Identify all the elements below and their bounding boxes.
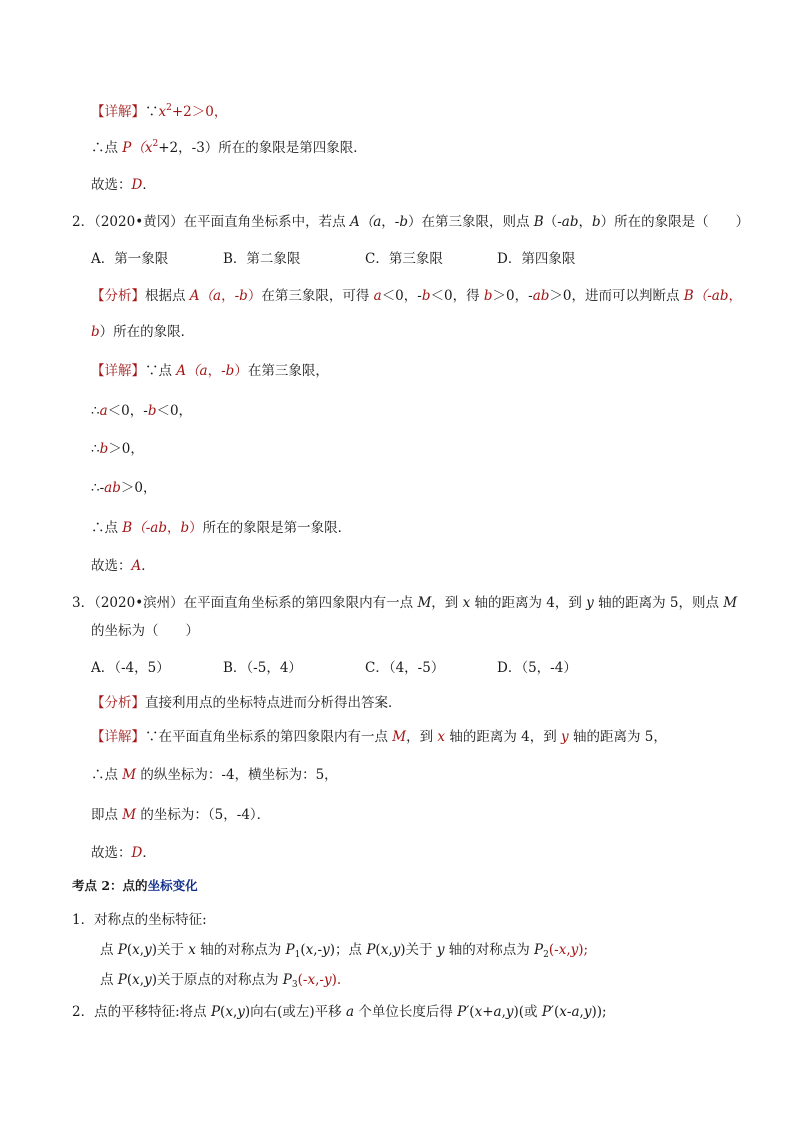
paren: (- — [297, 972, 308, 988]
text: )(或 — [513, 1004, 542, 1020]
var-y: y — [392, 942, 401, 958]
point-p: P — [366, 942, 376, 958]
translation-line — [72, 1003, 607, 1021]
text: ＞0，进而可以判断点 — [549, 288, 684, 304]
var-y: y — [586, 595, 594, 611]
text: )向右(或左)平移 — [244, 1004, 346, 1020]
point-p3: P — [282, 972, 292, 988]
therefore: ∴点 — [91, 520, 123, 536]
var-x: x — [158, 104, 167, 120]
sep: ， — [166, 520, 181, 536]
therefore: ∴ — [91, 403, 100, 419]
var-a: a — [493, 1004, 502, 1020]
text: 直接利用点的坐标特点进而分析得出答案． — [145, 695, 402, 711]
subscript: 1 — [294, 950, 301, 960]
point-b: B（- — [683, 288, 712, 304]
text: ＞0， — [120, 480, 157, 496]
var-b: b — [483, 288, 493, 304]
superscript: 2 — [152, 139, 159, 149]
var-a: a — [199, 363, 208, 379]
text: ＜0，得 — [430, 288, 484, 304]
var-ab: ab — [561, 214, 579, 230]
paren: ） — [600, 214, 615, 230]
text: ＜0，- — [107, 403, 148, 419]
paren: ( — [375, 942, 381, 958]
text: 所在的象限是第一象限． — [202, 520, 352, 536]
period: ． — [142, 845, 156, 861]
stem-text: 轴的距离为 5，则点 — [593, 595, 724, 611]
stem-text: ，到 — [431, 595, 463, 611]
question-3-stem-2 — [91, 622, 199, 640]
answer-line-q3 — [91, 844, 156, 862]
expr-text: +2＞0， — [171, 104, 228, 120]
period: ． — [142, 177, 156, 193]
text: )关于原点的对称点为 — [151, 972, 283, 988]
sep: ，- — [221, 288, 240, 304]
text: ＜0，- — [381, 288, 422, 304]
point-m: M — [122, 807, 137, 823]
subscript: 2 — [543, 950, 549, 960]
text: 点 — [100, 942, 118, 958]
answer-value: A — [131, 558, 142, 574]
heading-emphasis: 坐标变化 — [147, 878, 198, 893]
var-b: b — [225, 363, 235, 379]
var-b: b — [180, 520, 190, 536]
point-b: B — [533, 214, 544, 230]
analysis-tag: 【分析】 — [91, 695, 145, 711]
sep: ,- — [315, 972, 324, 988]
therefore: ∴ — [91, 441, 100, 457]
superscript: 2 — [166, 103, 172, 113]
var-y: y — [237, 1004, 245, 1020]
section-heading — [72, 877, 198, 895]
var-a: a — [99, 403, 108, 419]
because-symbol: ∵ — [145, 104, 159, 120]
point-p: P — [117, 942, 127, 958]
option-a[interactable]: A．（-4，5） — [91, 660, 170, 676]
text: 轴的对称点为 — [444, 942, 535, 958]
var-x: x — [558, 942, 567, 958]
text: 点 — [100, 972, 118, 988]
var-y: y — [583, 1004, 592, 1020]
point-m: M — [122, 767, 137, 783]
paren: ). — [331, 972, 342, 988]
paren: ( — [300, 942, 306, 958]
point-m: M — [723, 595, 738, 611]
text: 2．点的平移特征:将点 — [72, 1004, 211, 1020]
var-x: x — [305, 942, 314, 958]
paren: ） — [189, 520, 203, 536]
op: - — [566, 1004, 572, 1020]
point-a: A（ — [176, 363, 200, 379]
text: 即点 — [91, 807, 123, 823]
q3-step-1 — [91, 766, 338, 784]
var-b: b — [91, 324, 100, 340]
op: + — [482, 1004, 494, 1020]
option-d[interactable]: D．第四象限 — [497, 251, 576, 267]
var-a: a — [571, 1004, 580, 1020]
var-y: y — [322, 942, 330, 958]
subscript: 3 — [291, 980, 298, 990]
sep: , — [232, 1004, 238, 1020]
text: )关于 — [400, 942, 437, 958]
analysis-line-2 — [91, 323, 194, 341]
option-c[interactable]: C．第三象限 — [365, 251, 443, 267]
var-x: x — [132, 972, 140, 988]
detail-line-2 — [91, 139, 367, 157]
paren: ） — [247, 288, 262, 304]
text: 轴的距离为 4，到 — [445, 729, 562, 745]
heading-text: 考点 2：点的 — [72, 878, 148, 893]
var-x: x — [132, 942, 140, 958]
text: ＞0，- — [492, 288, 533, 304]
therefore: ∴- — [91, 480, 105, 496]
stem-text: 3．（2020•滨州）在平面直角坐标系的第四象限内有一点 — [72, 595, 418, 611]
var-a: a — [373, 288, 382, 304]
answer-line-q1 — [91, 176, 156, 194]
sym-line-2 — [100, 971, 341, 989]
answer-label: 故选： — [91, 845, 132, 861]
point-p-prime: P′ — [541, 1004, 554, 1020]
paren: ( — [126, 942, 133, 958]
sep: , — [139, 972, 145, 988]
therefore-text: ∴点 — [91, 140, 123, 156]
var-ab: ab — [532, 288, 550, 304]
analysis-line-1 — [91, 287, 742, 305]
var-y: y — [144, 972, 152, 988]
var-ab: ab — [711, 288, 729, 304]
sym-line-1 — [100, 941, 588, 959]
var-b: b — [239, 288, 248, 304]
option-b[interactable]: B．第二象限 — [223, 251, 301, 267]
paren: （- — [543, 214, 562, 230]
paren: ） — [407, 214, 422, 230]
paren: (- — [548, 942, 559, 958]
var-b: b — [399, 214, 408, 230]
text: 在第三象限，可得 — [261, 288, 374, 304]
q2-step-4 — [91, 519, 351, 537]
question-3-stem — [72, 594, 737, 612]
var-x: x — [225, 1004, 233, 1020]
var-x: x — [144, 140, 153, 156]
answer-label: 故选： — [91, 177, 132, 193]
stem-text: 2．（2020•黄冈）在平面直角坐标系中，若点 — [72, 214, 350, 230]
var-ab: ab — [104, 480, 121, 496]
var-y: y — [505, 1004, 514, 1020]
var-y: y — [144, 942, 152, 958]
sep: , — [579, 1004, 584, 1020]
stem-text: 所在的象限是（ ） — [614, 214, 750, 230]
paren: ( — [126, 972, 133, 988]
paren: ); — [578, 942, 589, 958]
text: 根据点 — [145, 288, 190, 304]
text: 轴的距离为 5， — [568, 729, 667, 745]
q2-step-3 — [91, 479, 156, 497]
point-p-prime: P′ — [457, 1004, 470, 1020]
option-c[interactable]: C．（4，-5） — [365, 660, 445, 676]
point-m: M — [392, 729, 407, 745]
var-x: x — [462, 595, 471, 611]
answer-value: D — [131, 845, 143, 861]
detail-tag: 【详解】 — [91, 363, 145, 379]
point-p2: P — [534, 942, 544, 958]
point-m: M — [417, 595, 432, 611]
text: ∵在平面直角坐标系的第四象限内有一点 — [145, 729, 393, 745]
q2-step-1 — [91, 402, 192, 420]
q3-analysis — [91, 694, 402, 712]
point-p: P — [117, 972, 127, 988]
stem-text: 的坐标为（ ） — [91, 623, 199, 639]
text: 在第三象限， — [247, 363, 329, 379]
point-b: B（- — [122, 520, 151, 536]
text: 个单位长度后得 — [354, 1004, 458, 1020]
text: 的坐标为：（5，-4）． — [136, 807, 271, 823]
var-x: x — [380, 942, 389, 958]
option-a[interactable]: A．第一象限 — [91, 251, 169, 267]
var-y: y — [570, 942, 579, 958]
q2-detail-line — [91, 362, 329, 380]
sep: ， — [728, 288, 742, 304]
point-a: A（ — [349, 214, 374, 230]
var-y: y — [561, 729, 569, 745]
sep: ，- — [207, 363, 226, 379]
var-b: b — [591, 214, 601, 230]
answer-value: D — [131, 177, 143, 193]
text: 轴的对称点为 — [195, 942, 286, 958]
var-x: x — [559, 1004, 567, 1020]
var-b: b — [421, 288, 431, 304]
point-p: P（ — [122, 140, 145, 156]
sym-title: 1．对称点的坐标特征: — [72, 912, 207, 928]
sep: , — [566, 942, 571, 958]
var-a: a — [373, 214, 382, 230]
sep: ，- — [381, 214, 400, 230]
sep: , — [388, 942, 393, 958]
var-b: b — [147, 403, 157, 419]
sep: ,- — [313, 942, 323, 958]
var-y: y — [323, 972, 332, 988]
text: ∴点 — [91, 767, 123, 783]
option-d[interactable]: D．（5，-4） — [497, 660, 577, 676]
point-p1: P — [285, 942, 295, 958]
text: )关于 — [151, 942, 189, 958]
sep: ， — [578, 214, 592, 230]
text: ＞0， — [108, 441, 144, 457]
text: ）所在的象限． — [99, 324, 195, 340]
var-a: a — [213, 288, 222, 304]
var-y: y — [436, 942, 445, 958]
point-a: A（ — [189, 288, 214, 304]
paren: ( — [553, 1004, 560, 1020]
detail-line-1 — [91, 103, 227, 121]
option-b[interactable]: B．（-5，4） — [223, 660, 302, 676]
q3-detail-line — [91, 728, 667, 746]
var-b: b — [99, 441, 109, 457]
q3-step-2 — [91, 806, 270, 824]
paren: ） — [234, 363, 248, 379]
period: ． — [141, 558, 155, 574]
sep: , — [501, 1004, 506, 1020]
question-2-stem — [72, 213, 749, 231]
var-x: x — [437, 729, 446, 745]
text: ＜0， — [156, 403, 193, 419]
detail-tag: 【详解】 — [91, 729, 145, 745]
point-p: P — [210, 1004, 221, 1020]
conclusion-text: +2，-3）所在的象限是第四象限． — [158, 140, 367, 156]
paren: ( — [469, 1004, 475, 1020]
paren: )); — [591, 1004, 607, 1020]
paren: ( — [220, 1004, 226, 1020]
var-x: x — [474, 1004, 483, 1020]
var-x: x — [307, 972, 316, 988]
answer-label: 故选： — [91, 558, 132, 574]
sep: , — [139, 942, 145, 958]
text: 的纵坐标为：-4，横坐标为：5， — [136, 767, 338, 783]
var-ab: ab — [150, 520, 167, 536]
text: ，到 — [406, 729, 438, 745]
text: ∵点 — [145, 363, 177, 379]
text: )；点 — [329, 942, 367, 958]
var-a: a — [345, 1004, 355, 1020]
detail-tag: 【详解】 — [91, 104, 145, 120]
stem-text: 轴的距离为 4，到 — [470, 595, 587, 611]
var-x: x — [188, 942, 196, 958]
answer-line-q2 — [91, 557, 155, 575]
analysis-tag: 【分析】 — [91, 288, 145, 304]
stem-text: 在第三象限，则点 — [421, 214, 534, 230]
q2-step-2 — [91, 440, 144, 458]
